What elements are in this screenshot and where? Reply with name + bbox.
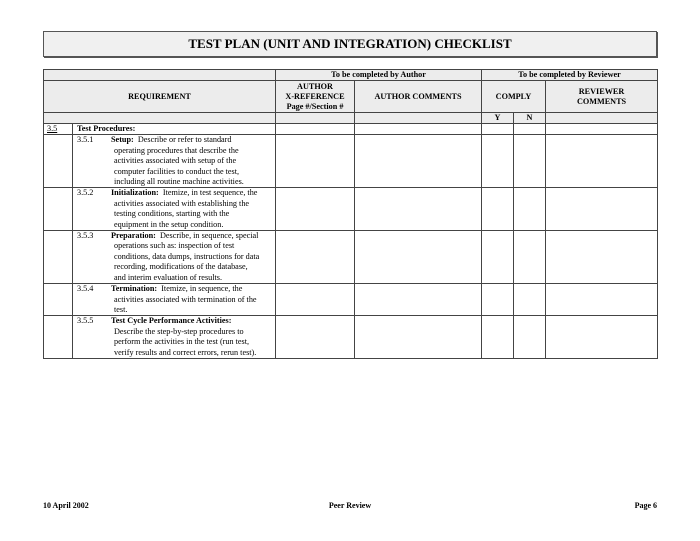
author-comments-cell[interactable] <box>355 316 482 359</box>
item-text: conditions, data dumps, instructions for data <box>114 251 260 261</box>
xref-cell[interactable] <box>276 188 355 231</box>
item-text: Describe, in sequence, special <box>159 231 259 241</box>
item-number: 3.5.5 <box>77 316 94 326</box>
table-row <box>44 231 658 284</box>
reviewer-comments-cell[interactable] <box>546 135 658 188</box>
table-row <box>44 188 658 231</box>
comply-yes-cell[interactable] <box>482 284 514 316</box>
footer-center: Peer Review <box>328 501 372 510</box>
blank-group-header <box>44 70 276 81</box>
table-row <box>44 135 658 188</box>
item-text: operating procedures that describe the <box>114 145 239 155</box>
comply-yes-cell[interactable] <box>482 188 514 231</box>
item-number: 3.5.4 <box>77 284 94 294</box>
requirement-cell <box>73 316 276 359</box>
reviewer-comments-cell[interactable] <box>546 124 658 135</box>
item-number: 3.5.1 <box>77 135 94 145</box>
xref-cell[interactable] <box>276 231 355 284</box>
requirement-cell <box>73 135 276 188</box>
blank-subheader <box>355 113 482 124</box>
xref-cell[interactable] <box>276 284 355 316</box>
item-label: Preparation: <box>111 231 156 241</box>
footer-page-number: Page 6 <box>634 501 657 510</box>
requirement-cell <box>73 231 276 284</box>
comply-no-cell[interactable] <box>514 135 546 188</box>
xref-header-line1: AUTHOR <box>297 81 333 91</box>
item-text: test. <box>114 304 128 314</box>
document-title: TEST PLAN (UNIT AND INTEGRATION) CHECKLIST <box>43 31 657 57</box>
author-comments-cell[interactable] <box>355 231 482 284</box>
section-number: 3.5 <box>44 124 73 135</box>
comply-no-cell[interactable] <box>514 231 546 284</box>
reviewer-comments-cell[interactable] <box>546 231 658 284</box>
checklist-table <box>43 69 658 359</box>
reviewer-header-line1: REVIEWER <box>578 86 625 96</box>
xref-cell[interactable] <box>276 124 355 135</box>
item-text: recording, modifications of the database, <box>114 262 248 272</box>
blank-cell <box>44 135 73 188</box>
column-header-row <box>44 81 658 113</box>
comply-yes-cell[interactable] <box>482 135 514 188</box>
comply-no-header: N <box>514 113 546 124</box>
item-text: Itemize, in sequence, the <box>161 284 243 294</box>
blank-subheader <box>44 113 276 124</box>
xref-header-line2: X-REFERENCE <box>285 91 345 101</box>
xref-header <box>276 81 355 113</box>
item-label: Termination: <box>111 284 158 294</box>
item-text: Itemize, in test sequence, the <box>162 188 258 198</box>
author-group-header: To be completed by Author <box>276 70 482 81</box>
comply-no-cell[interactable] <box>514 316 546 359</box>
item-text: perform the activities in the test (run test, <box>114 337 250 347</box>
blank-cell <box>44 231 73 284</box>
comply-no-cell[interactable] <box>514 284 546 316</box>
footer-date: 10 April 2002 <box>43 501 89 510</box>
item-label: Test Cycle Performance Activities: <box>111 316 232 326</box>
reviewer-comments-cell[interactable] <box>546 284 658 316</box>
comply-yes-cell[interactable] <box>482 231 514 284</box>
item-text: operations such as: inspection of test <box>114 241 235 251</box>
item-text: testing conditions, starting with the <box>114 209 230 219</box>
blank-cell <box>44 316 73 359</box>
blank-cell <box>44 188 73 231</box>
item-label: Initialization: <box>111 188 159 198</box>
item-text: activities associated with setup of the <box>114 156 237 166</box>
comply-no-cell[interactable] <box>514 188 546 231</box>
blank-subheader <box>546 113 658 124</box>
item-text: and interim evaluation of results. <box>114 272 223 282</box>
item-text: Describe the step-by-step procedures to <box>114 326 244 336</box>
reviewer-comments-cell[interactable] <box>546 188 658 231</box>
section-row <box>44 124 658 135</box>
comply-no-cell[interactable] <box>514 124 546 135</box>
author-comments-cell[interactable] <box>355 188 482 231</box>
item-text: activities associated with establishing the <box>114 198 250 208</box>
comply-yes-cell[interactable] <box>482 124 514 135</box>
item-number: 3.5.3 <box>77 231 94 241</box>
item-text: equipment in the setup condition. <box>114 219 224 229</box>
author-comments-cell[interactable] <box>355 284 482 316</box>
reviewer-comments-header <box>546 81 658 113</box>
item-label: Setup: <box>111 135 134 145</box>
blank-subheader <box>276 113 355 124</box>
reviewer-comments-cell[interactable] <box>546 316 658 359</box>
requirement-cell <box>73 188 276 231</box>
comply-yes-header: Y <box>482 113 514 124</box>
item-text: activities associated with termination of the <box>114 294 257 304</box>
requirement-header: REQUIREMENT <box>44 81 276 113</box>
author-comments-cell[interactable] <box>355 135 482 188</box>
table-row <box>44 284 658 316</box>
sub-header-row <box>44 113 658 124</box>
comply-header: COMPLY <box>482 81 546 113</box>
item-text: verify results and correct errors, rerun test). <box>114 347 257 357</box>
comply-yes-cell[interactable] <box>482 316 514 359</box>
section-title: Test Procedures: <box>73 124 276 135</box>
item-text: computer facilities to conduct the test, <box>114 166 240 176</box>
table-row <box>44 316 658 359</box>
group-header-row <box>44 70 658 81</box>
xref-cell[interactable] <box>276 135 355 188</box>
xref-cell[interactable] <box>276 316 355 359</box>
requirement-cell <box>73 284 276 316</box>
reviewer-group-header: To be completed by Reviewer <box>482 70 658 81</box>
blank-cell <box>44 284 73 316</box>
author-comments-cell[interactable] <box>355 124 482 135</box>
author-comments-header: AUTHOR COMMENTS <box>355 81 482 113</box>
xref-header-line3: Page #/Section # <box>286 101 344 111</box>
item-text: Describe or refer to standard <box>137 135 232 145</box>
item-text: including all routine machine activities. <box>114 177 244 187</box>
item-number: 3.5.2 <box>77 188 94 198</box>
reviewer-header-line2: COMMENTS <box>576 96 627 106</box>
